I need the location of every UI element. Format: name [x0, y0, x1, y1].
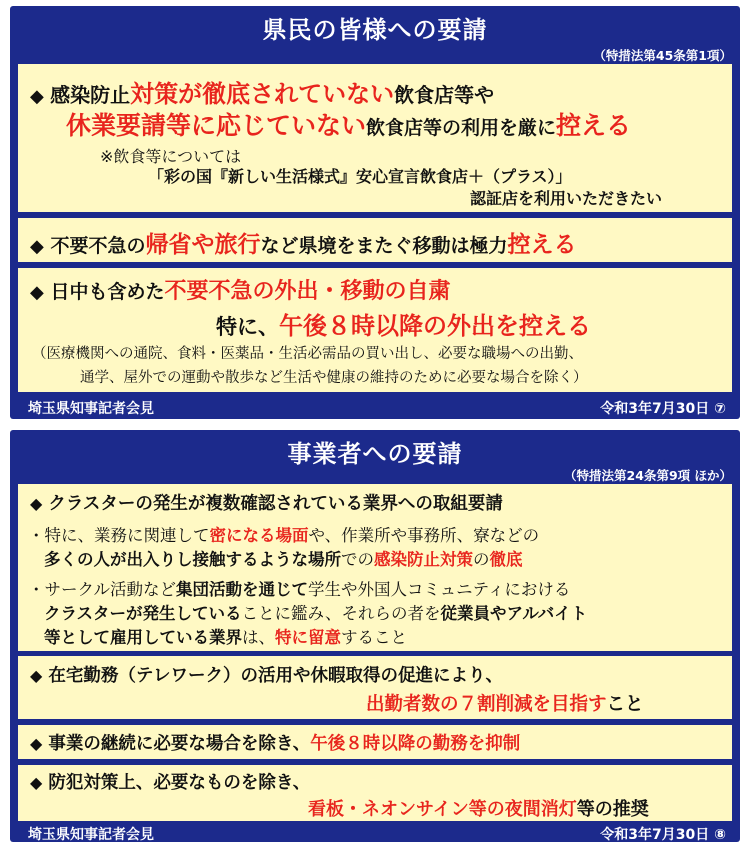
- diamond-bullet-icon: ◆: [30, 666, 43, 685]
- footer-date: 令和3年7月30日 ⑧: [600, 827, 726, 843]
- slide-title: 県民の皆様への要請: [262, 16, 488, 44]
- footer-date: 令和3年7月30日 ⑦: [600, 401, 726, 417]
- exception-note-1: （医療機関への通院、食料・医薬品・生活必需品の買い出し、必要な職場への出勤、: [32, 346, 583, 362]
- certified-restaurant-name: 「彩の国『新しい生活様式』安心宣言飲食店＋（プラス）」: [148, 167, 572, 186]
- diamond-bullet-icon: ◆: [30, 773, 43, 792]
- business-request-slide: [10, 430, 740, 842]
- request-box-cluster: ◆ クラスターの発生が複数確認されている業界への取組要請 ・特に、業務に関連して密になる場面や、作業所や事務所、寮などの 多くの人が出入りし接触するような場所での感染防止対策の徹底 ・サークル活動など集団活動を通じて学生や外国人コミュニティにおける クラスターが発生していることに鑑み、それらの者を従業員やアルバイト 等として雇用している業界は、特に留意すること: [18, 484, 732, 651]
- request-box-outing: ◆ 日中も含めた不要不急の外出・移動の自粛 特に、午後８時以降の外出を控える （医療機関への通院、食料・医薬品・生活必需品の買い出し、必要な職場への出勤、 通学、屋外での運動や散歩など生活や健康の維持のために必要な場合を除く）: [18, 268, 732, 392]
- legal-reference: （特措法第24条第9項 ほか）: [564, 468, 732, 483]
- diamond-bullet-icon: ◆: [30, 494, 43, 513]
- slide-title: 事業者への要請: [287, 440, 463, 468]
- request-box-work-hours: ◆ 事業の継続に必要な場合を除き、午後８時以降の勤務を抑制: [18, 725, 732, 759]
- dining-note: ※飲食等については: [100, 147, 242, 166]
- citizens-request-slide: [10, 6, 740, 419]
- diamond-bullet-icon: ◆: [30, 236, 44, 257]
- exception-note-2: 通学、屋外での運動や散歩など生活や健康の維持のために必要な場合を除く）: [80, 370, 588, 386]
- request-box-dining: ◆ 感染防止対策が徹底されていない飲食店等や 休業要請等に応じていない飲食店等の利用を厳に控える ※飲食等については 「彩の国『新しい生活様式』安心宣言飲食店＋（プラス）」 認証店を利用いただきたい: [18, 64, 732, 212]
- request-box-travel: ◆ 不要不急の帰省や旅行など県境をまたぐ移動は極力控える: [18, 218, 732, 262]
- certified-note: 認証店を利用いただきたい: [470, 189, 663, 208]
- footer-source: 埼玉県知事記者会見: [28, 401, 154, 417]
- diamond-bullet-icon: ◆: [30, 282, 44, 303]
- footer-source: 埼玉県知事記者会見: [28, 827, 154, 843]
- legal-reference: （特措法第45条第1項）: [593, 48, 732, 63]
- request-box-lights: ◆ 防犯対策上、必要なものを除き、 看板・ネオンサイン等の夜間消灯等の推奨: [18, 765, 732, 821]
- request-box-telework: ◆ 在宅勤務（テレワーク）の活用や休暇取得の促進により、 出勤者数の７割削減を目指すこと: [18, 656, 732, 719]
- diamond-bullet-icon: ◆: [30, 734, 43, 753]
- diamond-bullet-icon: ◆: [30, 86, 44, 107]
